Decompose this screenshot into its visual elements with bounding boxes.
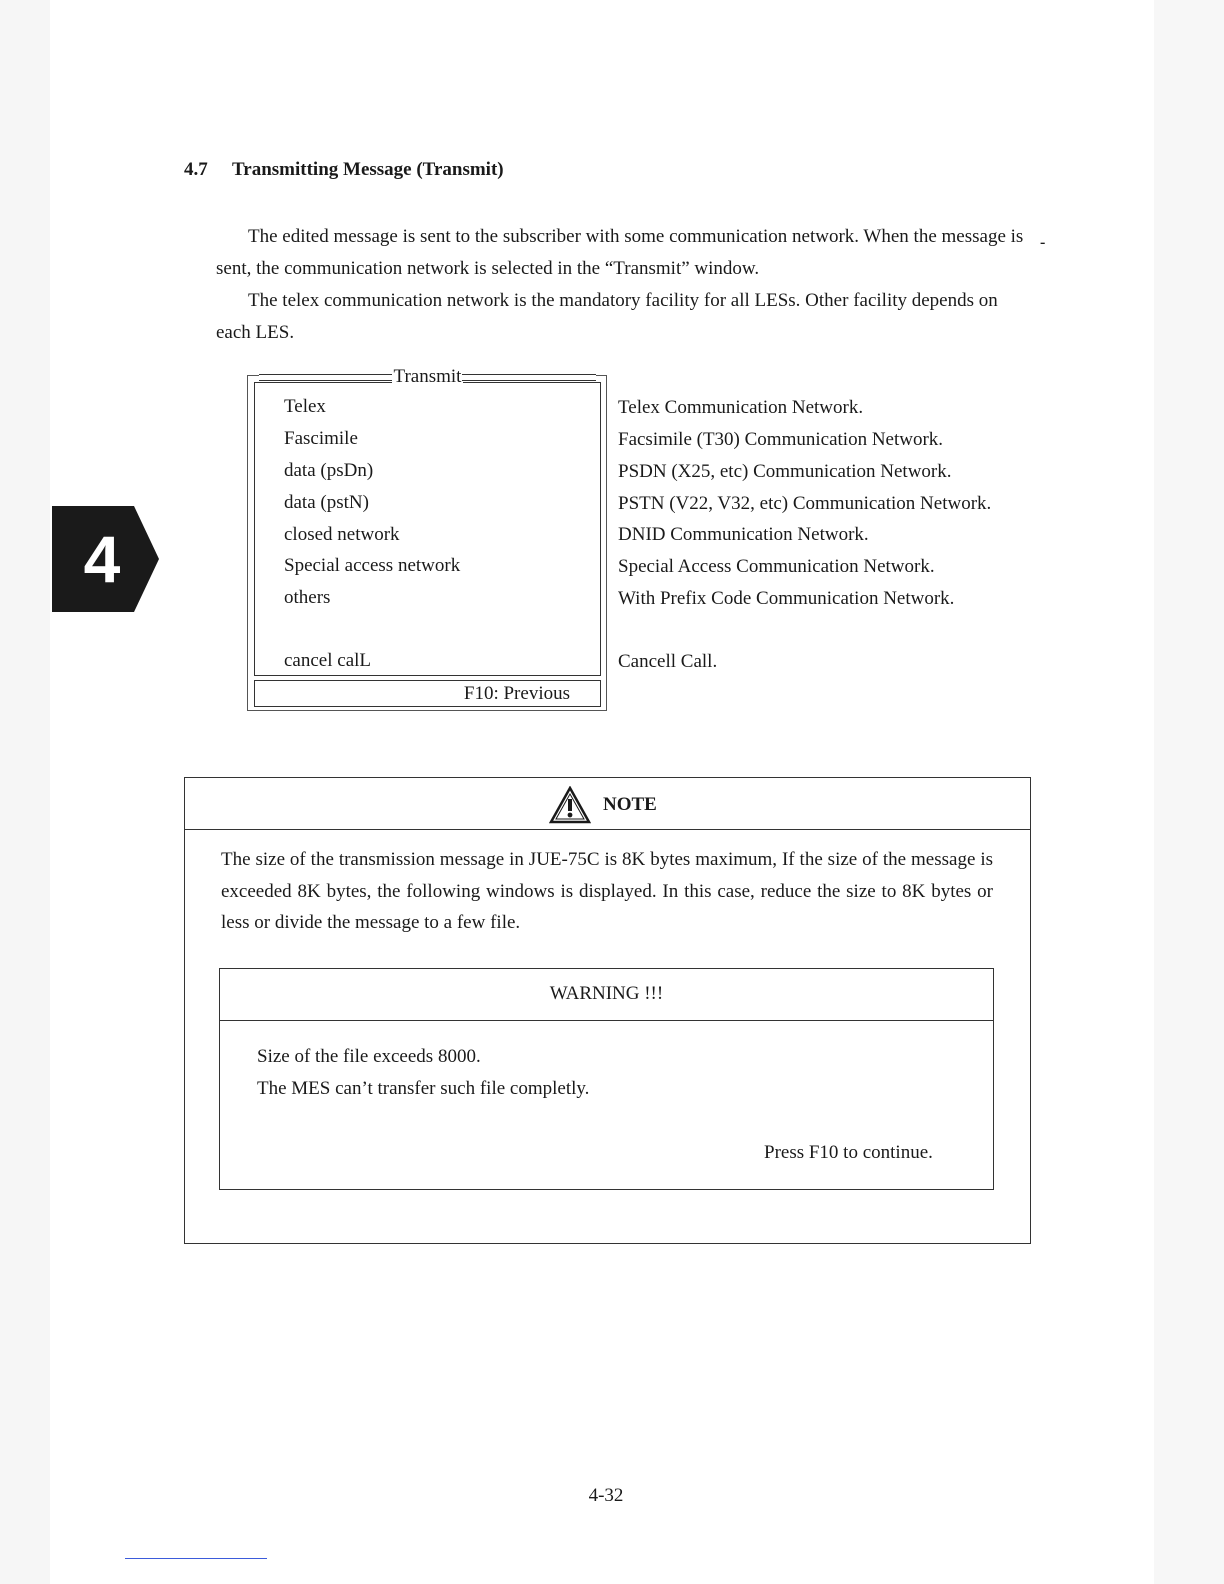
chapter-number: 4 [83,522,121,596]
note-text: The size of the transmission message in JUE-75C is 8K bytes maximum, If the size of the message is exceeded 8K bytes, the following windows is displayed. In this case, reduce the size to 8K bytes or less or divide the message to a few file. [221,849,993,933]
menu-item-facsimile[interactable]: Fascimile [284,428,358,449]
warning-triangle-icon [549,786,591,824]
description-dnid: DNID Communication Network. [618,524,869,545]
chapter-tab [52,506,160,612]
paragraph-2: The telex communication network is the mandatory facility for all LESs. Other facility depends on each LES. [216,290,998,343]
menu-item-telex[interactable]: Telex [284,396,326,417]
description-prefix-code: With Prefix Code Communication Network. [618,588,955,609]
description-telex: Telex Communication Network. [618,397,864,418]
right-page-margin [1154,0,1224,1584]
note-heading [549,786,657,824]
description-psdn: PSDN (X25, etc) Communication Network. [618,461,952,482]
description-cancel-call: Cancell Call. [618,651,718,672]
left-page-margin [0,0,50,1584]
warning-message-line-2: The MES can’t transfer such file completly. [257,1078,590,1099]
warning-divider [219,1020,994,1021]
section-number: 4.7 [184,159,208,180]
margin-mark: - [1040,234,1046,251]
menu-item-closed-network[interactable]: closed network [284,524,400,545]
menu-item-data-psdn[interactable]: data (psDn) [284,460,374,481]
description-facsimile: Facsimile (T30) Communication Network. [618,429,944,450]
menu-item-special-access[interactable]: Special access network [284,555,461,576]
section-heading [184,159,504,181]
note-divider [184,829,1031,830]
menu-item-data-pstn[interactable]: data (pstN) [284,492,369,513]
page-number: 4-32 [588,1485,624,1506]
paragraph-1: The edited message is sent to the subscriber with some communication network. When the message is sent, the communication network is selected in the “Transmit” window. [216,226,1024,279]
continue-prompt: Press F10 to continue. [764,1142,933,1163]
transmit-window-title: Transmit [254,366,601,388]
menu-item-others[interactable]: others [284,587,331,608]
menu-item-cancel-call[interactable]: cancel calL [284,650,372,671]
description-pstn: PSTN (V22, V32, etc) Communication Network. [618,493,992,514]
description-special-access: Special Access Communication Network. [618,556,935,577]
note-label: NOTE [603,794,657,815]
warning-title: WARNING !!! [549,983,664,1004]
warning-message-line-1: Size of the file exceeds 8000. [257,1046,481,1067]
section-title: Transmitting Message (Transmit) [232,159,504,180]
bottom-rule [125,1558,267,1559]
transmit-footer-key[interactable]: F10: Previous [254,680,601,707]
